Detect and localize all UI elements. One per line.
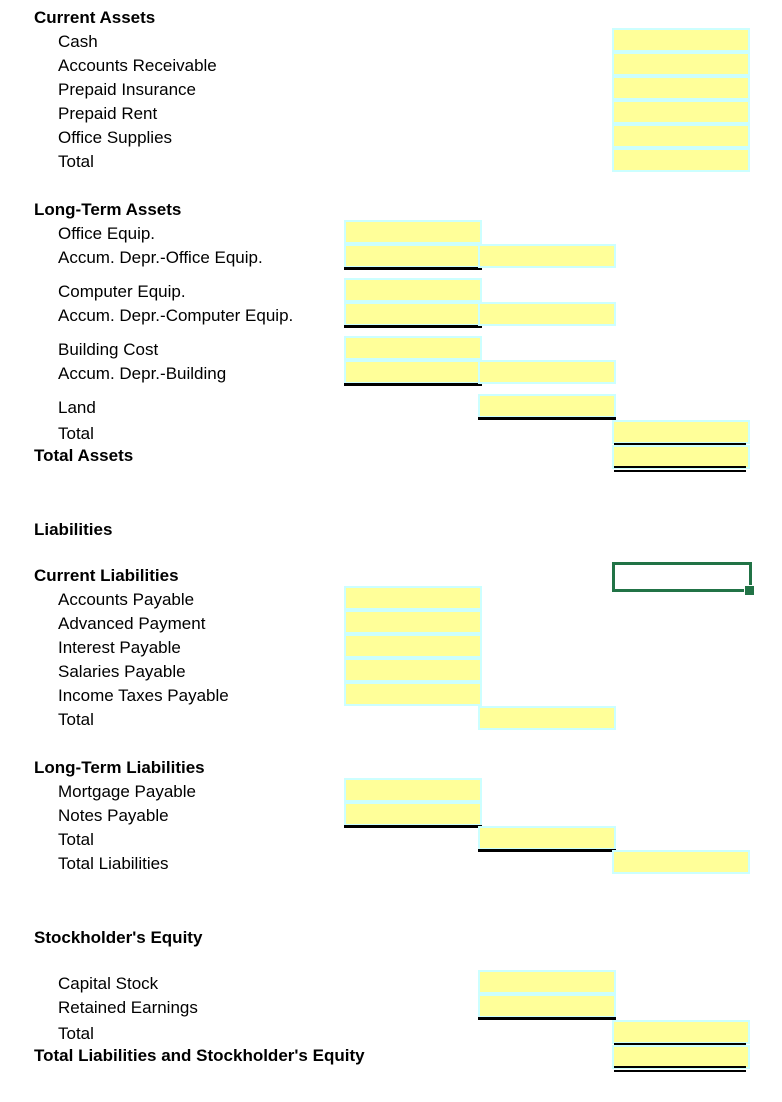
accum-depr-computer-label: Accum. Depr.-Computer Equip. — [58, 306, 294, 325]
salaries-payable-input[interactable] — [344, 658, 482, 682]
prepaid-rent-label: Prepaid Rent — [58, 104, 158, 123]
capital-stock-input[interactable] — [478, 970, 616, 994]
double-underline-top — [614, 466, 746, 468]
long-term-liabilities-heading: Long-Term Liabilities — [34, 758, 205, 777]
underline — [344, 825, 482, 828]
underline — [344, 325, 482, 328]
long-term-liabilities-total-input[interactable] — [478, 826, 616, 850]
land-label: Land — [58, 398, 96, 417]
underline — [344, 383, 482, 386]
accum-depr-building-input[interactable] — [344, 360, 482, 384]
total-liabilities-input[interactable] — [612, 850, 750, 874]
liabilities-heading: Liabilities — [34, 520, 113, 539]
prepaid-insurance-label: Prepaid Insurance — [58, 80, 196, 99]
computer-equip-input[interactable] — [344, 278, 482, 302]
current-liabilities-total-input[interactable] — [478, 706, 616, 730]
retained-earnings-input[interactable] — [478, 994, 616, 1018]
accounts-payable-input[interactable] — [344, 586, 482, 610]
double-underline-bottom — [614, 470, 746, 472]
accum-depr-computer-input[interactable] — [344, 302, 482, 326]
double-underline-bottom — [614, 1070, 746, 1072]
accounts-payable-label: Accounts Payable — [58, 590, 195, 609]
salaries-payable-label: Salaries Payable — [58, 662, 186, 681]
building-cost-input[interactable] — [344, 336, 482, 360]
mortgage-payable-input[interactable] — [344, 778, 482, 802]
mortgage-payable-label: Mortgage Payable — [58, 782, 196, 801]
interest-payable-input[interactable] — [344, 634, 482, 658]
net-office-equip-input[interactable] — [478, 244, 616, 268]
income-taxes-payable-input[interactable] — [344, 682, 482, 706]
advanced-payment-label: Advanced Payment — [58, 614, 206, 633]
total-liabilities-and-equity-label: Total Liabilities and Stockholder's Equity — [34, 1046, 365, 1065]
accum-depr-building-label: Accum. Depr.-Building — [58, 364, 227, 383]
advanced-payment-input[interactable] — [344, 610, 482, 634]
current-assets-total-input[interactable] — [612, 148, 750, 172]
fill-handle[interactable] — [744, 585, 755, 596]
long-term-liabilities-total-label: Total — [58, 830, 94, 849]
cash-label: Cash — [58, 32, 98, 51]
accounts-receivable-input[interactable] — [612, 52, 750, 76]
total-liabilities-label: Total Liabilities — [58, 854, 169, 873]
building-cost-label: Building Cost — [58, 340, 159, 359]
notes-payable-input[interactable] — [344, 802, 482, 826]
cash-input[interactable] — [612, 28, 750, 52]
current-liabilities-heading: Current Liabilities — [34, 566, 179, 585]
long-term-assets-heading: Long-Term Assets — [34, 200, 182, 219]
prepaid-rent-input[interactable] — [612, 100, 750, 124]
underline — [478, 849, 616, 852]
office-supplies-input[interactable] — [612, 124, 750, 148]
accum-depr-office-input[interactable] — [344, 244, 482, 268]
net-building-input[interactable] — [478, 360, 616, 384]
current-liabilities-total-label: Total — [58, 710, 94, 729]
underline — [478, 1017, 616, 1020]
equity-total-input[interactable] — [612, 1020, 750, 1044]
total-assets-label: Total Assets — [34, 446, 134, 465]
computer-equip-label: Computer Equip. — [58, 282, 186, 301]
office-supplies-label: Office Supplies — [58, 128, 173, 147]
land-input[interactable] — [478, 394, 616, 418]
income-taxes-payable-label: Income Taxes Payable — [58, 686, 229, 705]
long-term-assets-total-input[interactable] — [612, 420, 750, 444]
double-underline-top — [614, 1066, 746, 1068]
capital-stock-label: Capital Stock — [58, 974, 159, 993]
accounts-receivable-label: Accounts Receivable — [58, 56, 217, 75]
accum-depr-office-label: Accum. Depr.-Office Equip. — [58, 248, 263, 267]
long-term-assets-total-label: Total — [58, 424, 94, 443]
stockholders-equity-heading: Stockholder's Equity — [34, 928, 203, 947]
selected-cell[interactable] — [612, 562, 752, 592]
retained-earnings-label: Retained Earnings — [58, 998, 198, 1017]
underline — [478, 417, 616, 420]
notes-payable-label: Notes Payable — [58, 806, 169, 825]
office-equip-label: Office Equip. — [58, 224, 156, 243]
underline — [344, 267, 482, 270]
net-computer-equip-input[interactable] — [478, 302, 616, 326]
equity-total-label: Total — [58, 1024, 94, 1043]
current-assets-heading: Current Assets — [34, 8, 156, 27]
office-equip-input[interactable] — [344, 220, 482, 244]
interest-payable-label: Interest Payable — [58, 638, 181, 657]
current-assets-total-label: Total — [58, 152, 94, 171]
prepaid-insurance-input[interactable] — [612, 76, 750, 100]
